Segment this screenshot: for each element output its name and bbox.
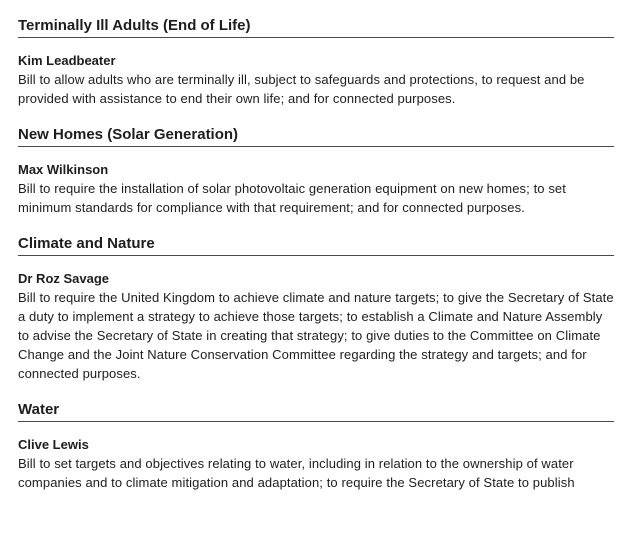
bill-description: Bill to require the installation of solar photovoltaic generation equipment on new homes; to set minimum standards for compliance with that requirement; and for connected purposes. [18, 181, 566, 215]
bill-item [18, 383, 614, 492]
bill-sponsor: Max Wilkinson [18, 162, 109, 177]
bill-title[interactable]: Water [18, 383, 614, 422]
bill-list [18, 0, 614, 492]
bill-title[interactable]: New Homes (Solar Generation) [18, 108, 614, 147]
bill-description: Bill to set targets and objectives relating to water, including in relation to the ownership of water companies and to climate mitigation and adaptation; to require the Secretary of State to publish [18, 456, 575, 490]
bill-title[interactable]: Terminally Ill Adults (End of Life) [18, 0, 614, 38]
bill-sponsor: Clive Lewis [18, 437, 89, 452]
bill-item [18, 108, 614, 217]
bill-title[interactable]: Climate and Nature [18, 217, 614, 256]
bill-item [18, 217, 614, 383]
bill-sponsor: Dr Roz Savage [18, 271, 110, 286]
bill-description: Bill to require the United Kingdom to achieve climate and nature targets; to give the Secretary of State a duty to implement a strategy to achieve those targets; to establish a Climate and Nature Assembly to advise the Secretary of State in creating that strategy; to give duties to the Committee on Climate Change and the Joint Nature Conservation Committee regarding the strategy and targets; and for connected purposes. [18, 290, 614, 381]
bill-description: Bill to allow adults who are terminally ill, subject to safeguards and protections, to request and be provided with assistance to end their own life; and for connected purposes. [18, 72, 585, 106]
bill-item [18, 0, 614, 108]
bill-sponsor: Kim Leadbeater [18, 53, 116, 68]
